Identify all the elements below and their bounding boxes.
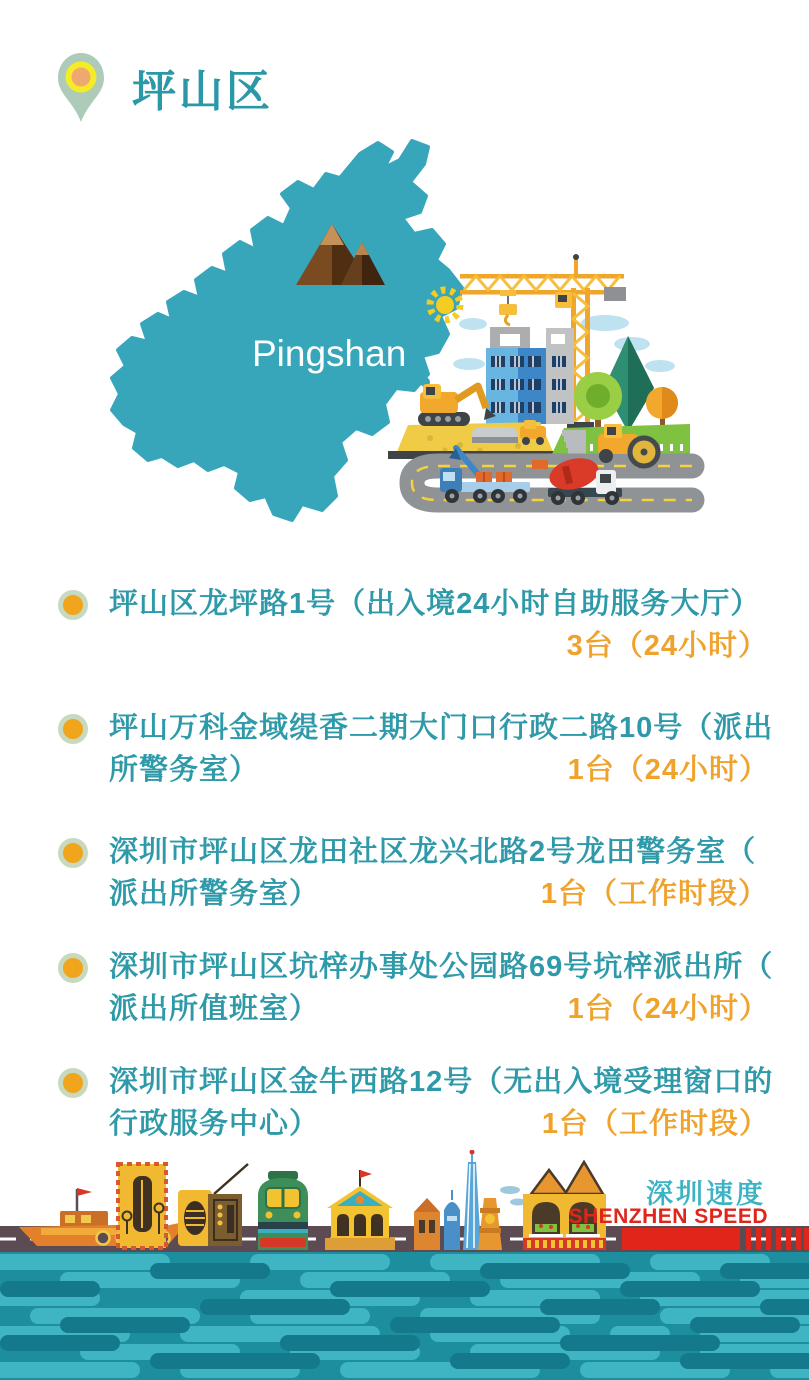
- location-address-line1: 坪山区龙坪路1号（出入境24小时自助服务大厅）: [109, 588, 761, 620]
- hero-illustration: [40, 138, 780, 533]
- stamp: [118, 1164, 166, 1248]
- location-address-line2: 派出所警务室）: [109, 878, 320, 910]
- location-entry: [109, 707, 774, 791]
- train: [258, 1171, 308, 1250]
- bullet-icon: [58, 838, 88, 868]
- footer-title-cn: 深圳速度: [646, 1179, 766, 1209]
- location-address-line2: 派出所值班室）: [109, 993, 320, 1025]
- map-label: Pingshan: [252, 333, 407, 374]
- bullet-icon: [58, 1068, 88, 1098]
- header: [56, 52, 273, 140]
- tanker-truck: [472, 427, 518, 443]
- construction-illustration: [388, 254, 692, 505]
- bullet-icon: [58, 714, 88, 744]
- bullet-icon: [58, 953, 88, 983]
- radio: [178, 1164, 248, 1246]
- list-item: [58, 707, 774, 791]
- location-address-line1: 深圳市坪山区坑梓办事处公园路69号坑梓派出所（: [109, 951, 774, 983]
- machine-count: 1台（工作时段）: [540, 878, 768, 910]
- list-item: [58, 583, 768, 667]
- location-entry: [109, 1061, 774, 1145]
- location-address-line1: 深圳市坪山区龙田社区龙兴北路2号龙田警务室（: [109, 836, 757, 868]
- red-container: [622, 1228, 809, 1250]
- machine-count: 1台（24小时）: [567, 754, 769, 786]
- location-entry: [109, 583, 768, 667]
- location-pin-icon: [56, 52, 106, 140]
- excavator: [418, 384, 496, 426]
- list-item: [58, 1061, 774, 1145]
- machine-count: 1台（工作时段）: [541, 1108, 769, 1140]
- water-pattern: [0, 1250, 809, 1380]
- list-item: [58, 946, 774, 1030]
- footer-title-en: SHENZHEN SPEED: [568, 1205, 768, 1228]
- list-item: [58, 831, 768, 915]
- arch-building: [325, 1170, 395, 1250]
- location-address-line2: 行政服务中心）: [109, 1108, 320, 1140]
- machine-count: 1台（24小时）: [567, 993, 769, 1025]
- page-title: 坪山区: [132, 67, 273, 116]
- footer-banner: [0, 1150, 809, 1380]
- location-address-line1: 坪山万科金域缇香二期大门口行政二路10号（派出: [109, 712, 774, 744]
- location-address-line1: 深圳市坪山区金牛西路12号（无出入境受理窗口的: [109, 1066, 774, 1098]
- location-entry: [109, 946, 774, 1030]
- location-entry: [109, 831, 768, 915]
- bullet-icon: [58, 590, 88, 620]
- locations-list: [58, 583, 774, 1176]
- location-address-line2: 所警务室）: [109, 754, 260, 786]
- machine-count: 3台（24小时）: [566, 630, 768, 662]
